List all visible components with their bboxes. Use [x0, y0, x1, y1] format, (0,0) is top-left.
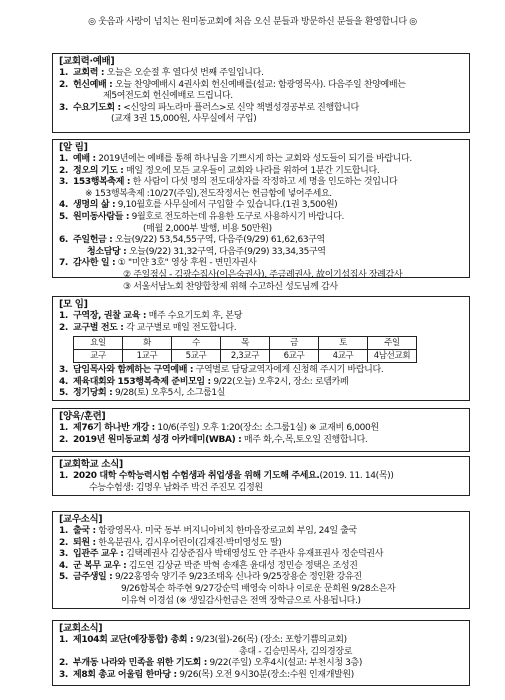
list-item: 3. 담임목사와 함께하는 구역예배 : 구역별로 담당교역자에게 신청해 주시기 바랍니다.	[59, 365, 384, 376]
section-meetings	[52, 296, 470, 401]
section-denomination	[52, 620, 470, 686]
table-cell: 1교구	[123, 350, 172, 363]
list-item-continuation: (매월 2,000부 발행, 비용 50만원)	[143, 223, 272, 234]
list-item: 3. 입관주 교우 : 김택례권사 김상준집사 박태영성도 안 주관사 유재표권사 정순덕권사	[59, 549, 384, 560]
list-item: 1. 제76기 하나반 개강 : 10/6(주일) 오후 1:20(장소: 소그룹1실) ※ 교재비 6,000원	[59, 423, 379, 433]
section-members	[52, 511, 470, 609]
section-title: [교우소식]	[59, 514, 103, 525]
table-cell: 화	[123, 337, 172, 350]
list-item: 4. 생명의 삶 : 9,10월호를 사무실에서 구입할 수 있습니다.(1권 3,500원)	[59, 200, 338, 211]
welcome-banner: ◎ 웃음과 사랑이 넘치는 원미동교회에 처음 오신 분들과 방문하신 분들을 환영합니다 ◎	[88, 17, 417, 27]
list-item: 1. 예배 : 2019년에는 예배를 통해 하나님을 기쁘시게 하는 교회와 성도들이 되기를 바랍니다.	[59, 154, 412, 164]
list-item: 2. 부개동 나라와 민족을 위한 기도회 : 9/22(주일) 오후4시(설교: 부천시청 3층)	[59, 658, 363, 669]
table-cell: 교구	[74, 350, 123, 363]
table-cell: 목	[221, 337, 270, 350]
list-item: 3. 수요기도회 : <신앙의 파노라마 플러스>로 신약 책별성경공부로 진행합니다	[59, 102, 359, 113]
table-cell: 4교구	[319, 350, 368, 363]
section-church-school	[52, 456, 470, 496]
list-item: 4. 군 복무 교우 : 김도연 김상균 박준 박혁 송재흔 윤대성 정민승 정택은 조성진	[59, 560, 358, 571]
list-item: 4. 제육대회와 153행복축제 준비모임 : 9/22(오늘) 오후2시, 장소: 로뎀카페	[59, 376, 349, 387]
list-item: 2. 퇴원 : 한옥분권사, 김시우어린이(김재진·박미영성도 딸)	[59, 537, 282, 548]
table-cell: 금	[270, 337, 319, 350]
list-item: 3. 153행복축제 : 한 사람이 다섯 명의 전도대상자를 작정하고 세 명을 인도하는 것입니다	[59, 177, 398, 188]
list-item-continuation: (교재 3권 15,000원, 사무실에서 구입)	[111, 114, 257, 125]
list-item: 1. 구역장, 권찰 교육 : 매주 수요기도회 후, 본당	[59, 311, 243, 321]
list-item: 6. 주일헌금 : 오늘(9/22) 53,54,55구역, 다음주(9/29) 61,62,63구역	[59, 235, 325, 246]
list-item-continuation: 9/26함복순 하주현 9/27강순덕 배영숙 이하나 이로운 문희원 9/28소은자	[121, 583, 396, 594]
list-item: 청소담당 : 오늘(9/22) 31,32구역, 다음주(9/29) 33,34,35구역	[87, 246, 326, 257]
list-item: 3. 제8회 총교 어울림 한마당 : 9/26(목) 오전 9시30분(장소:수원 인재개발원)	[59, 669, 354, 680]
list-item-continuation: 이유혁 이경섭 (※ 생일감사헌금은 전액 장학금으로 사용됩니다.)	[121, 595, 361, 606]
table-cell: 토	[319, 337, 368, 350]
section-worship	[52, 53, 470, 133]
parish-schedule-table	[73, 336, 417, 363]
list-item-continuation: 수능수험생: 김명우 남화주 박건 주진모 김정원	[89, 482, 263, 493]
table-cell: 수	[172, 337, 221, 350]
list-item: 2. 2019년 원미동교회 성경 아카데미(WBA) : 매주 화,수,목,토오일 진행합니다.	[59, 434, 368, 445]
list-item: 2. 교구별 전도 : 각 교구별로 매일 전도합니다.	[59, 322, 237, 333]
list-item-continuation: 총대 - 김승민목사, 김의경장로	[239, 646, 353, 657]
list-item: 1. 2020 대학 수학능력시험 수험생과 취업생을 위해 기도해 주세요.(2019. 11. 14(목))	[59, 471, 394, 481]
list-item: 5. 원미동사람들 : 9월호로 전도하는데 유용한 도구로 사용하시기 바랍니다.	[59, 211, 344, 222]
list-item: 1. 제104회 교단(예장통합) 총회 : 9/23(월)-26(목) (장소: 포항기쁨의교회)	[59, 635, 347, 645]
table-cell: 주일	[368, 337, 417, 350]
section-title: [양육/훈련]	[59, 411, 106, 422]
section-notices	[52, 139, 470, 292]
section-title: [교회력·예배]	[59, 56, 115, 67]
section-education	[52, 408, 470, 452]
table-cell: 5교구	[172, 350, 221, 363]
list-item-continuation: ※ 153행복축제 :10/27(주일),전도작정서는 헌금함에 넣어주세요.	[85, 188, 332, 199]
list-item-continuation: ③ 서울서남노회 찬양합창제 위해 수고하신 성도님께 감사	[123, 281, 338, 292]
table-row	[74, 337, 417, 350]
list-item-continuation: 제5여전도회 헌신예배로 드립니다.	[103, 91, 233, 102]
table-row	[74, 350, 417, 363]
table-cell: 6교구	[270, 350, 319, 363]
table-cell: 4남선교회	[368, 350, 417, 363]
list-item: 7. 감사한 일 : ① "미얀 3호" 영상 후원 - 변민자권사	[59, 258, 257, 269]
section-title: [교회소식]	[59, 623, 103, 634]
list-item: 5. 정기당회 : 9/28(토) 오후5시, 소그룹1실	[59, 388, 226, 399]
list-item: 2. 정오의 기도 : 매일 정오에 모든 교우들이 교회와 나라를 위하여 1분간 기도합니다.	[59, 165, 380, 176]
list-item: 5. 금주생일 : 9/22홍영숙 양기주 9/23조태옥 신나라 9/25장용순 정인환 강유진	[59, 572, 362, 583]
list-item: 1. 교회력 : 오늘은 오순절 후 열다섯 번째 주일입니다.	[59, 68, 264, 78]
section-title: [교회학교 소식]	[59, 459, 123, 470]
section-title: [알 림]	[59, 142, 88, 153]
section-title: [모 임]	[59, 299, 88, 310]
table-cell: 요일	[74, 337, 123, 350]
list-item: 2. 헌신예배 : 오늘 찬양예배시 4권사회 헌신예배를(설교: 함광영목사). 다음주일 찬양예배는	[59, 79, 406, 90]
table-cell: 2,3교구	[221, 350, 270, 363]
list-item-continuation: ② 주일점심 - 김광수집사(이은숙권사), 주금례권사, 故이기섭집사 장례감사	[123, 269, 403, 280]
list-item: 1. 출국 : 함광영목사. 미국 동부 버지니아비치 한마음장로교회 부임, 24일 출국	[59, 526, 357, 536]
